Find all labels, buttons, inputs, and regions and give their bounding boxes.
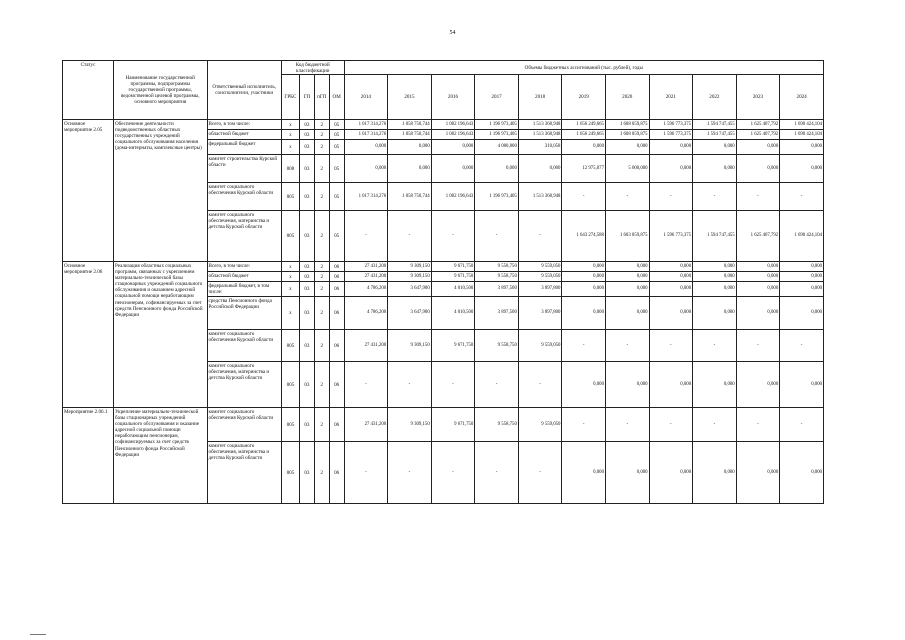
row-amount: 0,000 [693,282,737,297]
row-code-om: 06 [329,330,344,362]
row-code-grbs: 805 [281,408,299,442]
row-amount: 9 671,750 [431,262,475,272]
row-amount: 0,000 [780,297,824,330]
row-code-om: 06 [329,297,344,330]
row-amount: 0,000 [780,282,824,297]
row-amount: 0,000 [388,140,432,155]
row-code-gp: 03 [299,262,314,272]
row-amount: 3 897,800 [518,297,562,330]
header-year: 2015 [388,75,432,120]
row-amount: 1 596 773,375 [649,130,693,140]
row-responsible: комитет социального обеспечения, материнства и детства Курской области [207,442,281,504]
row-amount: 0,000 [736,155,780,183]
row-amount: 1 625 407,792 [736,130,780,140]
row-responsible: федеральный бюджет [207,140,281,155]
row-code-gp: 03 [299,297,314,330]
row-code-grbs: х [281,120,299,130]
row-amount: 0,000 [605,297,649,330]
row-amount: 27 431,200 [344,262,388,272]
row-code-grbs: 805 [281,442,299,504]
row-amount: - [780,330,824,362]
row-amount: 1 082 196,643 [431,130,475,140]
row-amount: 3 647,900 [388,297,432,330]
table-row [63,408,824,442]
row-amount: 3 897,500 [475,282,519,297]
row-code-grbs: х [281,140,299,155]
row-amount: 4 010,500 [431,282,475,297]
row-amount: 0,000 [780,272,824,282]
row-amount: 9 559,050 [518,262,562,272]
row-amount: 0,000 [344,155,388,183]
row-amount: - [344,362,388,408]
row-amount: - [388,442,432,504]
row-responsible: федеральный бюджет, в том числе: [207,282,281,297]
row-code-pgp: 2 [314,130,329,140]
row-code-gp: 03 [299,272,314,282]
row-amount: 0,000 [518,155,562,183]
row-status: Основное мероприятие 2.06 [63,262,114,408]
row-amount: 0,000 [649,155,693,183]
row-amount: 0,000 [693,442,737,504]
row-amount: 0,000 [562,272,606,282]
row-amount: - [344,442,388,504]
row-code-gp: 03 [299,211,314,262]
row-code-pgp: 2 [314,262,329,272]
row-amount: 1 017 314,276 [344,183,388,211]
row-amount: - [562,183,606,211]
header-year: 2021 [649,75,693,120]
row-amount: 9 309,150 [388,262,432,272]
row-code-grbs: х [281,262,299,272]
row-amount: 0,000 [693,297,737,330]
row-amount: 9 671,750 [431,330,475,362]
row-code-gp: 03 [299,408,314,442]
row-amount: 0,000 [562,362,606,408]
row-amount: 9 671,750 [431,408,475,442]
row-responsible: областной бюджет [207,272,281,282]
row-amount: 310,058 [518,140,562,155]
row-amount: 9 558,750 [475,330,519,362]
row-amount: - [693,408,737,442]
header-year: 2019 [562,75,606,120]
row-amount: 0,000 [780,442,824,504]
row-amount: 0,000 [649,140,693,155]
row-amount: 1 196 973,405 [475,130,519,140]
row-code-pgp: 2 [314,272,329,282]
row-code-pgp: 2 [314,408,329,442]
row-amount: 1 017 314,276 [344,130,388,140]
row-amount: 1 058 750,744 [388,183,432,211]
row-amount: 1 603 059,875 [605,211,649,262]
row-code-pgp: 2 [314,442,329,504]
row-amount: 0,000 [562,262,606,272]
row-amount: 1 690 424,104 [780,120,824,130]
row-amount: 1 596 773,375 [649,120,693,130]
row-amount: 0,000 [736,282,780,297]
header-year: 2016 [431,75,475,120]
row-responsible: комитет социального обеспечения Курской области [207,183,281,211]
row-responsible: комитет социального обеспечения Курской области [207,330,281,362]
row-amount: 0,000 [649,362,693,408]
row-amount: 0,000 [780,262,824,272]
header-responsible: Ответственный исполнитель, соисполнители, участники [207,61,281,120]
row-amount: 0,000 [605,362,649,408]
row-amount: 1 594 747,455 [693,211,737,262]
row-amount: 0,000 [736,297,780,330]
row-amount: 0,000 [431,155,475,183]
row-amount: 1 625 407,792 [736,211,780,262]
row-amount: 0,000 [344,140,388,155]
row-amount: 9 559,050 [518,330,562,362]
row-amount: 0,000 [562,442,606,504]
header-volume-group: Объемы бюджетных ассигнований (тыс. рублей), годы [344,61,823,75]
row-amount: - [344,211,388,262]
row-amount: 1 058 750,744 [388,130,432,140]
header-code-group: Код бюджетной классификации [281,61,344,75]
row-responsible: комитет социального обеспечения, материнства и детства Курской области [207,211,281,262]
row-amount: 1 643 274,588 [562,211,606,262]
row-amount: 0,000 [649,262,693,272]
row-amount: - [475,362,519,408]
row-amount: - [649,408,693,442]
row-amount: 0,000 [605,442,649,504]
row-code-pgp: 2 [314,362,329,408]
row-code-grbs: х [281,272,299,282]
row-amount: - [736,183,780,211]
row-amount: 1 690 424,104 [780,130,824,140]
row-amount: - [780,183,824,211]
row-amount: - [431,362,475,408]
row-amount: 4 080,800 [475,140,519,155]
row-code-gp: 03 [299,120,314,130]
row-amount: 0,000 [605,262,649,272]
row-amount: 0,000 [693,362,737,408]
row-code-pgp: 2 [314,330,329,362]
header-code-col: ОМ [329,75,344,120]
row-amount: - [518,211,562,262]
row-amount: 0,000 [693,155,737,183]
row-amount: 1 625 407,792 [736,120,780,130]
row-amount: 0,000 [562,282,606,297]
row-code-grbs: х [281,282,299,297]
header-status: Статус [63,61,114,120]
row-code-pgp: 2 [314,297,329,330]
row-responsible: областной бюджет [207,130,281,140]
row-amount: 9 558,750 [475,272,519,282]
header-name: Наименование государственной программы, подпрограммы государственной программы, ведомственной целевой программы, основного мероприятия [114,61,208,120]
row-code-om: 05 [329,120,344,130]
row-amount: 0,000 [649,442,693,504]
row-amount: 1 594 747,455 [693,130,737,140]
row-amount: - [736,408,780,442]
row-amount: 9 671,750 [431,272,475,282]
row-amount: 0,000 [736,140,780,155]
row-amount: - [562,408,606,442]
row-amount: 1 608 059,875 [605,120,649,130]
header-code-col: ГП [299,75,314,120]
row-code-om: 05 [329,130,344,140]
header-year: 2022 [693,75,737,120]
row-amount: 1 196 973,405 [475,120,519,130]
row-program-name: Реализация областных социальных программ, связанных с укреплением материально-технической базы стационарных учреждений социального обслуживания и оказанием адресной социальной помощи неработающим пенсионерам, софинансируемых за счет средств Пенсионного фонда Российской Федерации [114,262,208,408]
row-code-grbs: 805 [281,362,299,408]
header-year: 2020 [605,75,649,120]
row-responsible: средства Пенсионного фонда Российской Федерации [207,297,281,330]
header-code-col: пГП [314,75,329,120]
row-amount: 3 897,500 [475,297,519,330]
row-responsible: Всего, в том числе: [207,120,281,130]
row-amount: - [431,211,475,262]
row-amount: 9 558,750 [475,262,519,272]
row-amount: 9 309,150 [388,272,432,282]
row-code-grbs: 808 [281,155,299,183]
row-amount: 1 513 368,948 [518,130,562,140]
row-code-om: 06 [329,442,344,504]
row-code-pgp: 2 [314,155,329,183]
row-program-name: Обеспечение деятельности подведомственных областных государственных учреждений социального обслуживания населения (дома-интернаты, комплексные центры) [114,120,208,262]
row-code-om: 06 [329,408,344,442]
row-amount: 1 690 424,104 [780,211,824,262]
row-amount: 1 594 747,455 [693,120,737,130]
row-amount: - [780,408,824,442]
row-amount: 0,000 [693,272,737,282]
row-status: Мероприятие 2.06.1 [63,408,114,504]
row-amount: - [605,330,649,362]
row-code-pgp: 2 [314,120,329,130]
row-code-om: 06 [329,262,344,272]
row-amount: - [562,330,606,362]
table-row [63,262,824,272]
row-amount: 27 431,200 [344,408,388,442]
row-amount: 9 559,050 [518,272,562,282]
row-amount: 0,000 [649,282,693,297]
row-amount: - [693,183,737,211]
row-amount: 1 082 196,643 [431,183,475,211]
row-amount: 1 513 368,948 [518,183,562,211]
row-amount: 9 309,150 [388,330,432,362]
row-code-pgp: 2 [314,183,329,211]
row-amount: 0,000 [562,140,606,155]
row-amount: 0,000 [780,155,824,183]
row-amount: 5 000,000 [605,155,649,183]
row-amount: 4 010,500 [431,297,475,330]
row-amount: 1 656 249,665 [562,120,606,130]
row-code-gp: 03 [299,442,314,504]
row-code-pgp: 2 [314,140,329,155]
row-responsible: комитет социального обеспечения Курской области [207,408,281,442]
row-amount: 1 513 368,948 [518,120,562,130]
table-row [63,120,824,130]
row-amount: - [649,183,693,211]
row-amount: - [518,442,562,504]
row-code-om: 06 [329,282,344,297]
row-amount: 1 656 249,665 [562,130,606,140]
row-amount: - [518,362,562,408]
row-code-gp: 03 [299,140,314,155]
header-year: 2014 [344,75,388,120]
row-amount: 1 082 196,643 [431,120,475,130]
row-amount: 0,000 [649,272,693,282]
row-code-pgp: 2 [314,211,329,262]
row-amount: - [475,211,519,262]
header-year: 2024 [780,75,824,120]
row-amount: 0,000 [780,140,824,155]
row-code-om: 06 [329,362,344,408]
row-amount: 1 196 973,405 [475,183,519,211]
row-amount: 1 596 773,375 [649,211,693,262]
row-amount: 0,000 [736,272,780,282]
row-amount: 1 017 314,276 [344,120,388,130]
row-amount: - [388,362,432,408]
row-amount: 27 431,200 [344,330,388,362]
row-amount: 0,000 [605,282,649,297]
row-amount: 3 897,800 [518,282,562,297]
header-year: 2018 [518,75,562,120]
row-code-pgp: 2 [314,282,329,297]
row-amount: 0,000 [693,140,737,155]
row-amount: - [431,442,475,504]
row-amount: - [605,183,649,211]
row-amount: 0,000 [649,297,693,330]
header-year: 2023 [736,75,780,120]
row-code-grbs: х [281,130,299,140]
row-code-om: 05 [329,140,344,155]
row-amount: 0,000 [562,297,606,330]
page-number: 54 [449,30,456,36]
row-code-gp: 03 [299,155,314,183]
row-code-gp: 03 [299,362,314,408]
row-amount: - [693,330,737,362]
row-amount: - [736,330,780,362]
header-code-col: ГРБС [281,75,299,120]
row-amount: 9 309,150 [388,408,432,442]
row-amount: 0,000 [605,272,649,282]
row-responsible: комитет строительства Курской области [207,155,281,183]
row-amount: 0,000 [736,362,780,408]
row-status: Основное мероприятие 2.05 [63,120,114,262]
row-amount: - [605,408,649,442]
row-amount: 4 786,200 [344,282,388,297]
row-amount: 0,000 [736,262,780,272]
row-code-om: 05 [329,155,344,183]
row-amount: 0,000 [736,442,780,504]
row-amount: 4 786,200 [344,297,388,330]
row-code-gp: 03 [299,130,314,140]
row-amount: 0,000 [475,155,519,183]
row-code-om: 05 [329,183,344,211]
row-amount: 3 647,900 [388,282,432,297]
row-responsible: комитет социального обеспечения, материнства и детства Курской области [207,362,281,408]
row-code-grbs: 805 [281,330,299,362]
header-year: 2017 [475,75,519,120]
row-code-grbs: 805 [281,211,299,262]
row-code-gp: 03 [299,183,314,211]
row-amount: - [649,330,693,362]
row-code-grbs: х [281,297,299,330]
row-code-om: 05 [329,211,344,262]
row-amount: 12 975,077 [562,155,606,183]
row-amount: - [388,211,432,262]
row-amount: 9 559,050 [518,408,562,442]
budget-table [62,60,824,504]
row-amount: 0,000 [693,262,737,272]
row-program-name: Укрепление материально-технической базы стационарных учреждений социального обслуживания и оказание адресной социальной помощи неработающим пенсионерам, софинансируемых за счет средств Пенсионного фонда Российской Федерации [114,408,208,504]
row-amount: 27 431,200 [344,272,388,282]
row-amount: 0,000 [605,140,649,155]
row-amount: 0,000 [780,362,824,408]
row-amount: 9 558,750 [475,408,519,442]
row-code-gp: 03 [299,282,314,297]
row-amount: 0,000 [388,155,432,183]
row-responsible: Всего, в том числе: [207,262,281,272]
row-amount: 1 608 059,875 [605,130,649,140]
row-code-om: 06 [329,272,344,282]
row-code-grbs: 805 [281,183,299,211]
row-amount: - [475,442,519,504]
row-code-gp: 03 [299,330,314,362]
row-amount: 0,000 [431,140,475,155]
row-amount: 1 058 750,744 [388,120,432,130]
scan-mark [30,634,46,635]
